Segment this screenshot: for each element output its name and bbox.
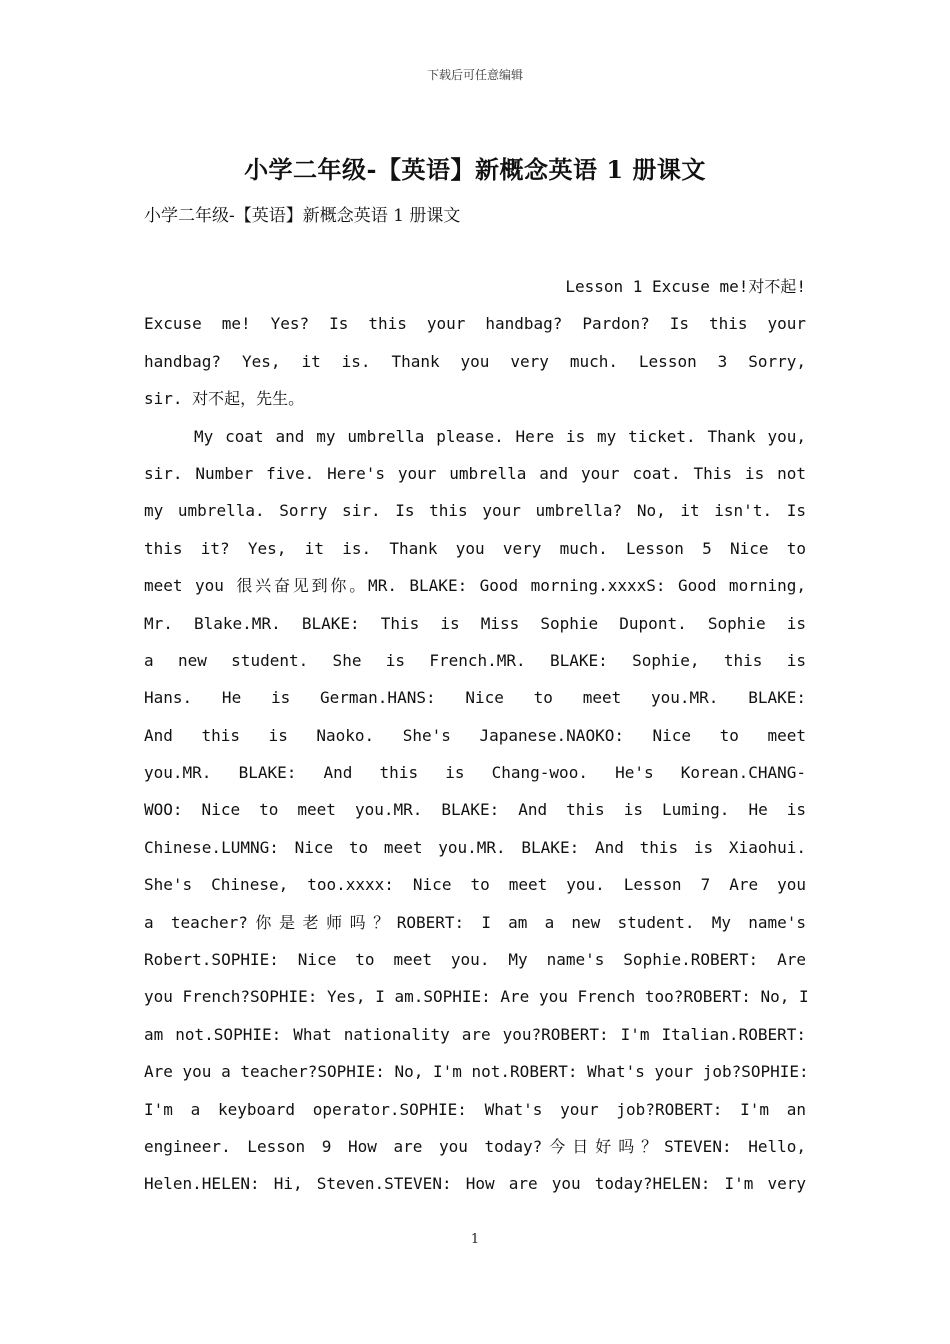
text-line: sir. Number five. Here's your umbrella and your coat. This is not [144,463,806,483]
text-line: Robert.SOPHIE: Nice to meet you. My name's Sophie.ROBERT: Are [144,950,806,970]
text-line: you.MR. BLAKE: And this is Chang-woo. He's Korean.CHANG- [144,763,806,783]
page-number: 1 [470,1232,480,1247]
text-line: Are you a teacher?SOPHIE: No, I'm not.ROBERT: What's your job?SOPHIE: [144,1062,809,1082]
text-line: She's Chinese, too.xxxx: Nice to meet you. Lesson 7 Are you [144,875,806,895]
text-line: this it? Yes, it is. Thank you very much. Lesson 5 Nice to [144,538,806,558]
text-line: you French?SOPHIE: Yes, I am.SOPHIE: Are you French too?ROBERT: No, I [144,987,809,1007]
page-header-note: 下载后可任意编辑 [426,68,523,82]
text-line: And this is Naoko. She's Japanese.NAOKO: Nice to meet [144,725,806,745]
text-line: I'm a keyboard operator.SOPHIE: What's your job?ROBERT: I'm an [144,1099,806,1119]
text-line: engineer. Lesson 9 How are you today?今日好吗？STEVEN: Hello, [144,1136,806,1156]
text-line: a teacher?你是老师吗？ROBERT: I am a new student. My name's [144,912,806,932]
text-line: Lesson 1 Excuse me!对不起! [565,277,806,296]
text-line: Excuse me! Yes? Is this your handbag? Pardon? Is this your [144,314,806,334]
text-line: Chinese.LUMNG: Nice to meet you.MR. BLAKE: And this is Xiaohui. [144,837,806,857]
text-line: my umbrella. Sorry sir. Is this your umbrella? No, it isn't. Is [144,501,806,521]
text-line: handbag? Yes, it is. Thank you very much. Lesson 3 Sorry, [144,351,806,371]
text-line: Mr. Blake.MR. BLAKE: This is Miss Sophie Dupont. Sophie is [144,613,806,633]
lesson-text-body [144,268,809,1203]
text-line: am not.SOPHIE: What nationality are you?ROBERT: I'm Italian.ROBERT: [144,1024,806,1044]
text-line: Hans. He is German.HANS: Nice to meet you.MR. BLAKE: [144,688,806,708]
text-line: sir. 对不起，先生。 [144,389,305,409]
text-line: meet you 很兴奋见到你。MR. BLAKE: Good morning.xxxxS: Good morning, [144,576,806,596]
document-subtitle: 小学二年级-【英语】新概念英语 1 册课文 [144,206,461,226]
text-line: Helen.HELEN: Hi, Steven.STEVEN: How are you today?HELEN: I'm very [144,1174,806,1194]
text-line: WOO: Nice to meet you.MR. BLAKE: And this is Luming. He is [144,800,806,820]
text-line: a new student. She is French.MR. BLAKE: Sophie, this is [144,650,806,670]
text-line: My coat and my umbrella please. Here is my ticket. Thank you, [194,426,806,446]
document-title: 小学二年级-【英语】新概念英语 1 册课文 [244,155,706,184]
